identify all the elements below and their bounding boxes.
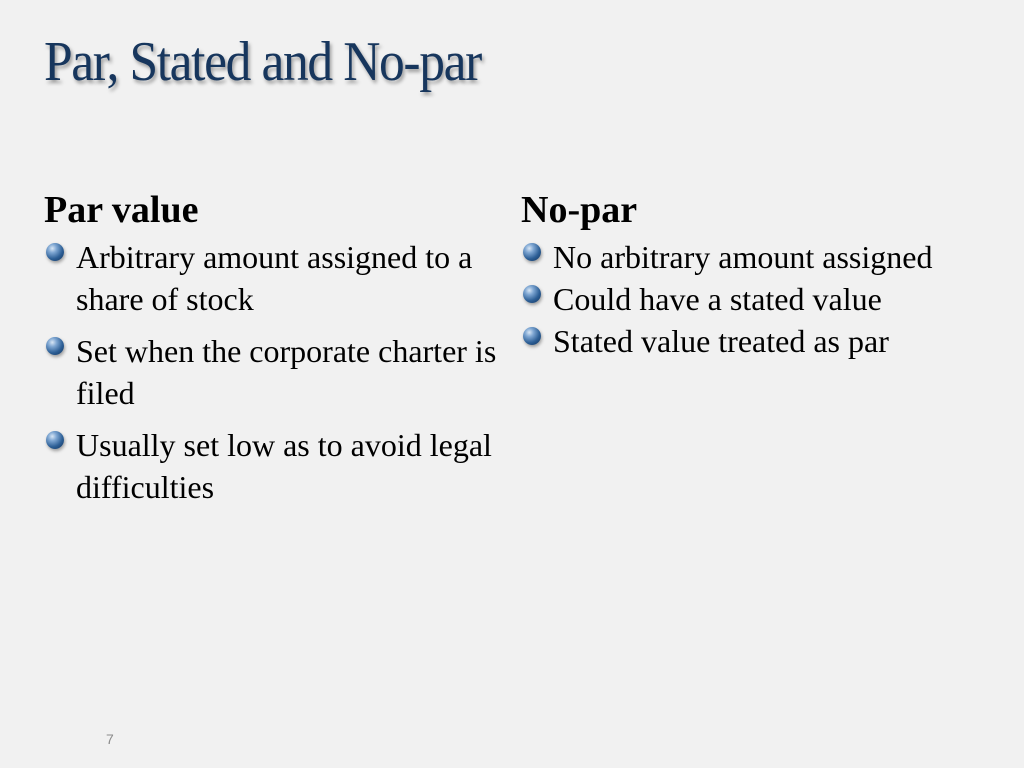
left-column-heading: Par value <box>44 189 199 231</box>
page-number: 7 <box>106 731 114 747</box>
list-item <box>521 236 991 278</box>
blue-orb-bullet-icon <box>523 243 541 261</box>
list-item <box>44 424 504 508</box>
bullet-text: No arbitrary amount assigned <box>553 239 933 275</box>
list-item <box>44 236 504 320</box>
blue-orb-bullet-icon <box>46 431 64 449</box>
blue-orb-bullet-icon <box>46 337 64 355</box>
left-bullet-list <box>44 236 504 508</box>
bullet-text: Set when the corporate charter is filed <box>76 333 497 411</box>
right-bullet-list <box>521 236 991 362</box>
list-item <box>44 330 504 414</box>
blue-orb-bullet-icon <box>523 327 541 345</box>
bullet-text: Usually set low as to avoid legal difficulties <box>76 427 492 505</box>
bullet-text: Could have a stated value <box>553 281 882 317</box>
left-column <box>44 188 504 518</box>
list-item <box>521 278 991 320</box>
right-column-heading: No-par <box>521 189 638 231</box>
bullet-text: Arbitrary amount assigned to a share of stock <box>76 239 473 317</box>
slide-title: Par, Stated and No-par <box>44 31 481 93</box>
right-column <box>521 188 991 362</box>
blue-orb-bullet-icon <box>523 285 541 303</box>
bullet-text: Stated value treated as par <box>553 323 889 359</box>
list-item <box>521 320 991 362</box>
blue-orb-bullet-icon <box>46 243 64 261</box>
